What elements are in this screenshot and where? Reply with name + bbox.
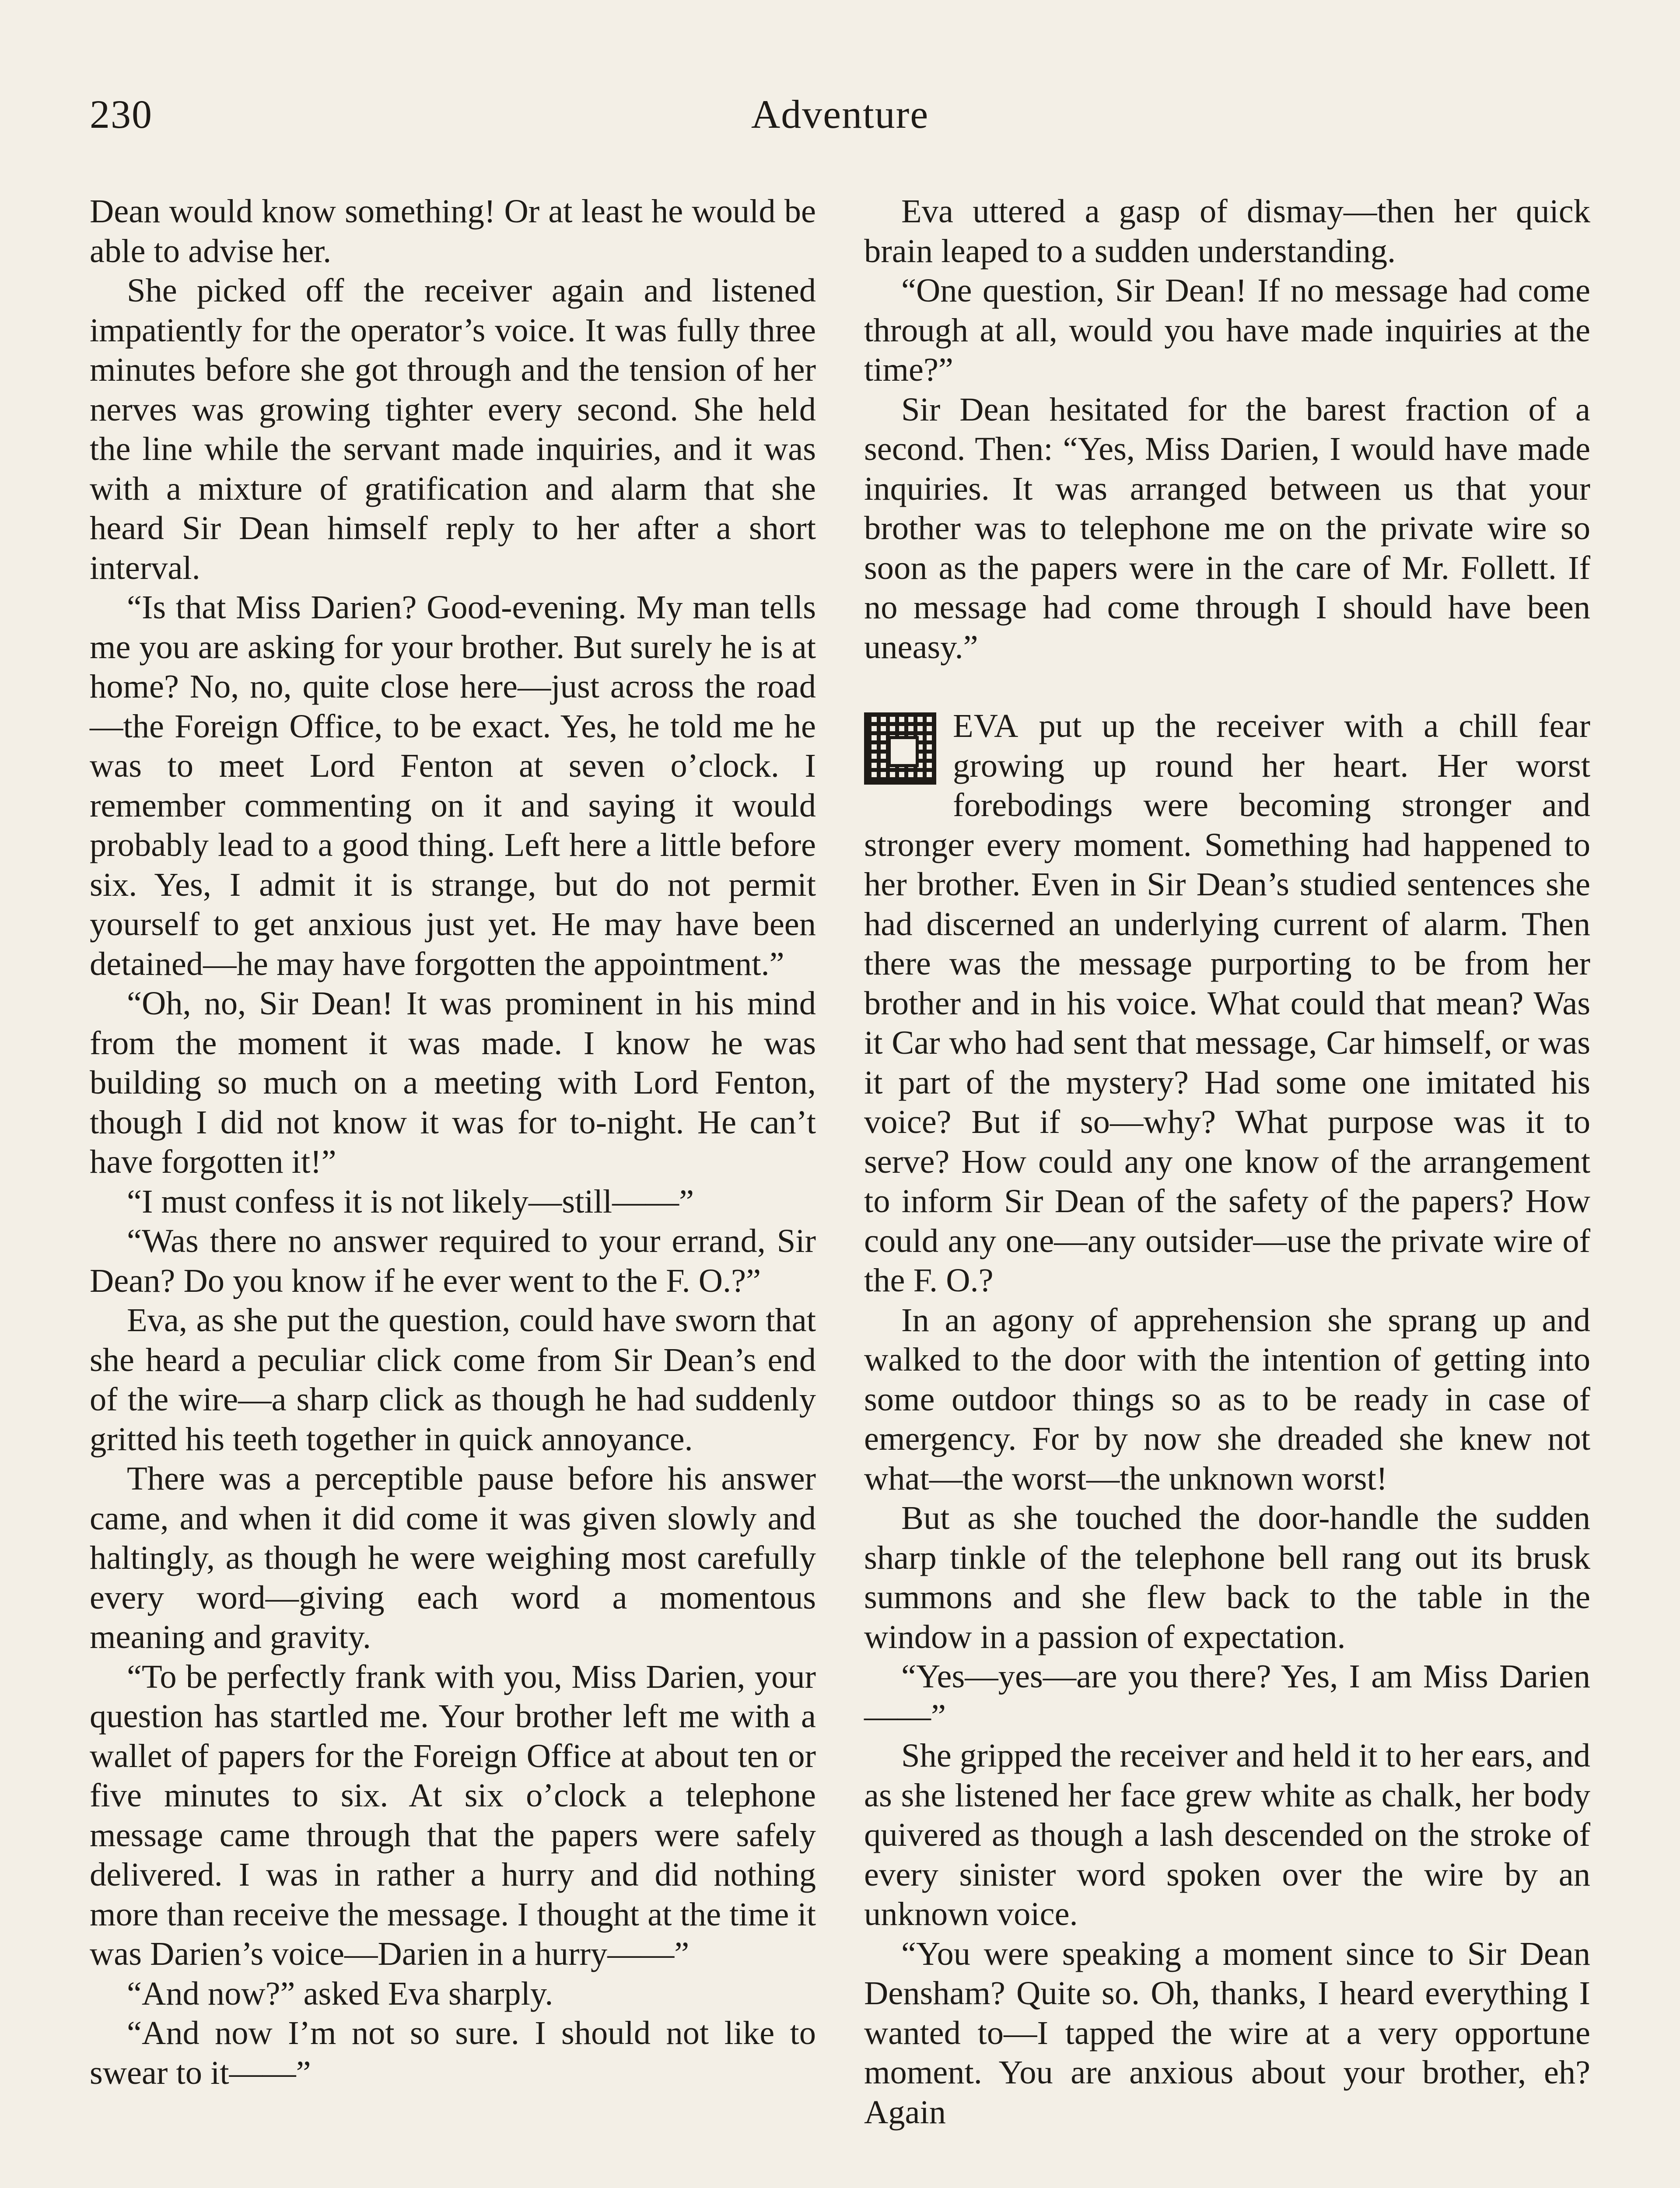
paragraph: She gripped the receiver and held it to her ears, and as she listened her face grew white as chalk, her body quivered as though a lash descended on the stroke of every sinister word spoken over the wire by an unknown voice.: [864, 1737, 1590, 1932]
running-title: Adventure: [751, 92, 929, 137]
paragraph: “Oh, no, Sir Dean! It was prominent in his mind from the moment it was made. I know he was building so much on a meeting with Lord Fenton, though I did not know it was for to-night. He can’t have forgotten it!”: [90, 985, 816, 1180]
paragraph: “To be perfectly frank with you, Miss Darien, your question has startled me. Your brother left me with a wallet of papers for the Foreign Office at about ten or five minutes to six. At six o’clock a telephone message came through that the papers were safely delivered. I was in rather a hurry and did nothing more than receive the message. I thought at the time it was Darien’s voice—Darien in a hurry——”: [90, 1658, 816, 1972]
paragraph: “And now I’m not so sure. I should not like to swear to it——”: [90, 2014, 816, 2091]
paragraph: In an agony of apprehension she sprang up and walked to the door with the intention of getting into some outdoor things so as to be ready in case of emergency. For by now she dreaded she knew not what—the worst—the unknown worst!: [864, 1301, 1590, 1497]
paragraph: “You were speaking a moment since to Sir Dean Densham? Quite so. Oh, thanks, I heard everything I wanted to—I tapped the wire at a very opportune moment. You are anxious about your brother, eh? Again: [864, 1935, 1590, 2131]
ornament-icon: [864, 712, 936, 785]
section-opening-text: put up the receiver with a chill fear growing up round her heart. Her worst forebodings were becoming stronger and stronger every moment. Something had happened to her brother. Even in Sir Dean’s studied sentences she had discerned an underlying current of alarm. Then there was the message purporting to be from her brother and in his voice. What could that mean? Was it Car who had sent that message, Car himself, or was it part of the mystery? Had some one imitated his voice? But if so—why? What purpose was it to serve? How could any one know of the arrangement to inform Sir Dean of the safety of the papers? How could any one—any outsider—use the private wire of the F. O.?: [864, 707, 1590, 1299]
paragraph: “Yes—yes—are you there? Yes, I am Miss Darien——”: [864, 1658, 1590, 1735]
paragraph: Eva, as she put the question, could have sworn that she heard a peculiar click come from Sir Dean’s end of the wire—a sharp click as though he had suddenly gritted his teeth together in quick annoyance.: [90, 1301, 816, 1458]
paragraph: There was a perceptible pause before his answer came, and when it did come it was given slowly and haltingly, as though he were weighing most carefully every word—giving each word a momentous meaning and gravity.: [90, 1460, 816, 1655]
paragraph: “One question, Sir Dean! If no message had come through at all, would you have made inquiries at the time?”: [864, 272, 1590, 388]
page-header: [90, 91, 1590, 152]
section-opening-paragraph: [864, 706, 1590, 1301]
paragraph: “Is that Miss Darien? Good-evening. My man tells me you are asking for your brother. But surely he is at home? No, no, quite close here—just across the road—the Foreign Office, to be exact. Yes, he told me he was to meet Lord Fenton at seven o’clock. I remember commenting on it and saying it would probably lead to a good thing. Left here a little before six. Yes, I admit it is strange, but do not permit yourself to get anxious just yet. He may have been detained—he may have forgotten the appointment.”: [90, 589, 816, 982]
paragraph: “And now?” asked Eva sharply.: [127, 1974, 553, 2012]
paragraph: Eva uttered a gasp of dismay—then her quick brain leaped to a sudden understanding.: [864, 193, 1590, 270]
paragraph: Sir Dean hesitated for the barest fraction of a second. Then: “Yes, Miss Darien, I would have made inquiries. It was arranged between us that your brother was to telephone me on the private wire so soon as the papers were in the care of Mr. Follett. If no message had come through I should have been uneasy.”: [864, 390, 1590, 666]
paragraph: But as she touched the door-handle the sudden sharp tinkle of the telephone bell rang out its brusk summons and she flew back to the table in the window in a passion of expectation.: [864, 1499, 1590, 1655]
section-lead-word: EVA: [953, 707, 1019, 744]
paragraph: She picked off the receiver again and listened impatiently for the operator’s voice. It was fully three minutes before she got through and the tension of her nerves was growing tighter every second. She held the line while the servant made inquiries, and it was with a mixture of gratification and alarm that she heard Sir Dean himself reply to her after a short interval.: [90, 272, 816, 586]
paragraph: “I must confess it is not likely—still——”: [127, 1182, 694, 1220]
page-number: 230: [90, 92, 153, 137]
left-column: [90, 192, 816, 2093]
paragraph: “Was there no answer required to your errand, Sir Dean? Do you know if he ever went to the F. O.?”: [90, 1222, 816, 1299]
paragraph: Dean would know something! Or at least he would be able to advise her.: [90, 193, 816, 270]
right-column: [864, 192, 1590, 2132]
